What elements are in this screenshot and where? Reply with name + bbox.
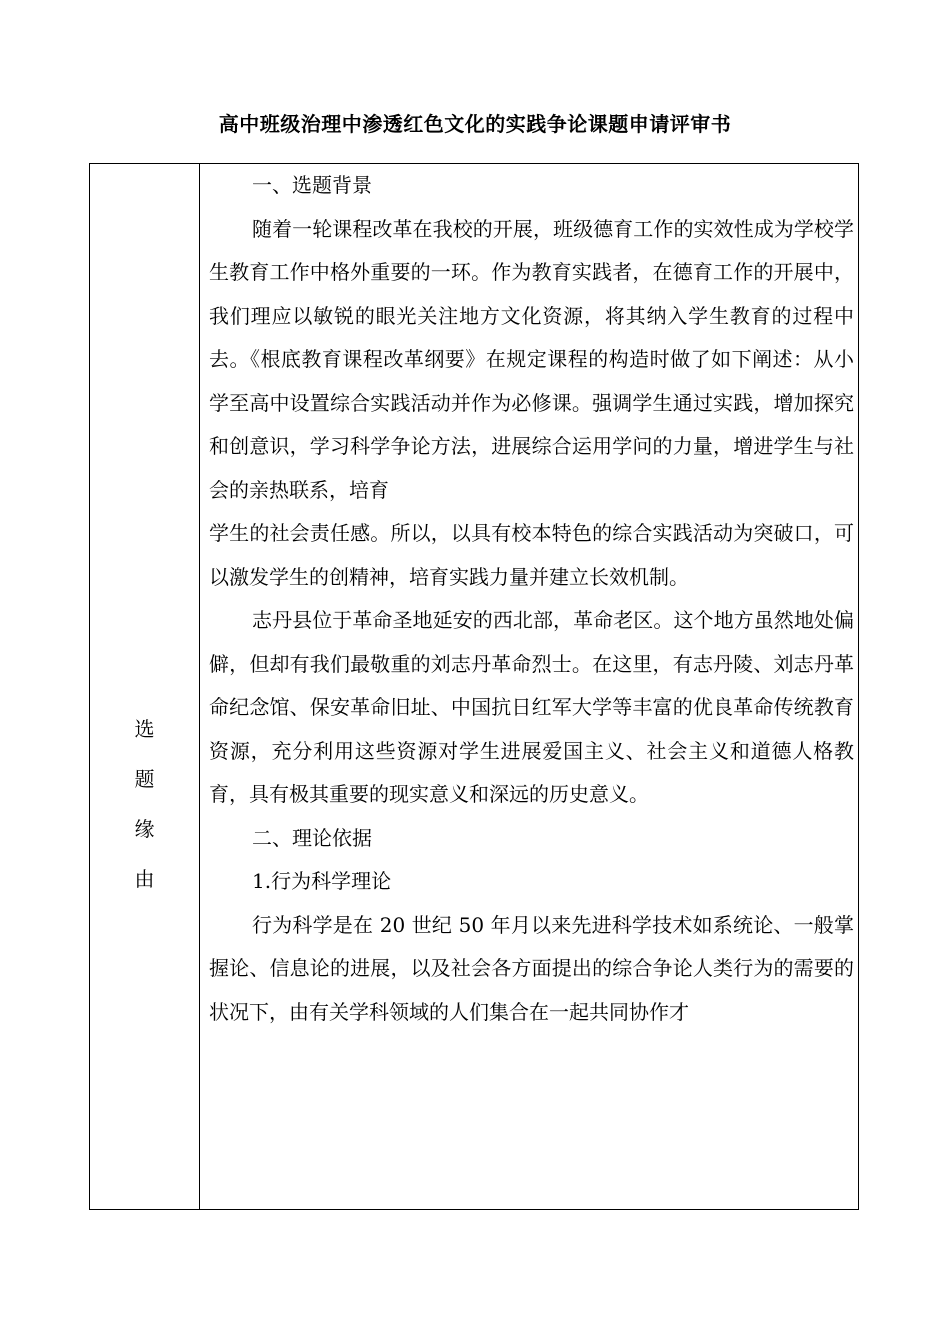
row-label-char: 由: [134, 867, 155, 891]
section-heading-theory: 二、理论依据: [252, 825, 372, 850]
paragraph-behavior-science: 行为科学是在 20 世纪 50 年月以来先进科学技术如系统论、一般掌握论、信息论的进展，以及社会各方面提出的综合争论人类行为的需要的状况下，由有关学科领域的人们集合在一起共同协作才: [209, 912, 854, 1024]
application-form-table: [89, 163, 859, 1210]
content-cell: [209, 164, 854, 1034]
column-divider: [199, 164, 200, 1209]
row-label-char: 缘: [134, 817, 155, 841]
paragraph-background: 随着一轮课程改革在我校的开展，班级德育工作的实效性成为学校学生教育工作中格外重要的一环。作为教育实践者，在德育工作的开展中，我们理应以敏锐的眼光关注地方文化资源，将其纳入学生教育的过程中去。《根底教育课程改革纲要》在规定课程的构造时做了如下阐述：从小学至高中设置综合实践活动并作为必修课。强调学生通过实践，增加探究和创意识，学习科学争论方法，进展综合运用学问的力量，增进学生与社会的亲热联系，培育: [209, 216, 854, 502]
paragraph-zhidan: 志丹县位于革命圣地延安的西北部，革命老区。这个地方虽然地处偏僻，但却有我们最敬重的刘志丹革命烈士。在这里，有志丹陵、刘志丹革命纪念馆、保安革命旧址、中国抗日红军大学等丰富的优良革命传统教育资源，充分利用这些资源对学生进展爱国主义、社会主义和道德人格教育，具有极其重要的现实意义和深远的历史意义。: [209, 608, 854, 806]
row-label-char: 题: [134, 767, 155, 791]
row-label: [90, 704, 199, 904]
section-heading-background: 一、选题背景: [252, 173, 372, 197]
paragraph-background-continued: 学生的社会责任感。所以，以具有校本特色的综合实践活动为突破口，可以激发学生的创精神，培育实践力量并建立长效机制。: [209, 521, 854, 589]
row-label-char: 选: [134, 717, 155, 741]
subsection-heading-behavior-science: 1.行为科学理论: [252, 869, 392, 893]
document-title: 高中班级治理中渗透红色文化的实践争论课题申请评审书: [218, 112, 732, 136]
